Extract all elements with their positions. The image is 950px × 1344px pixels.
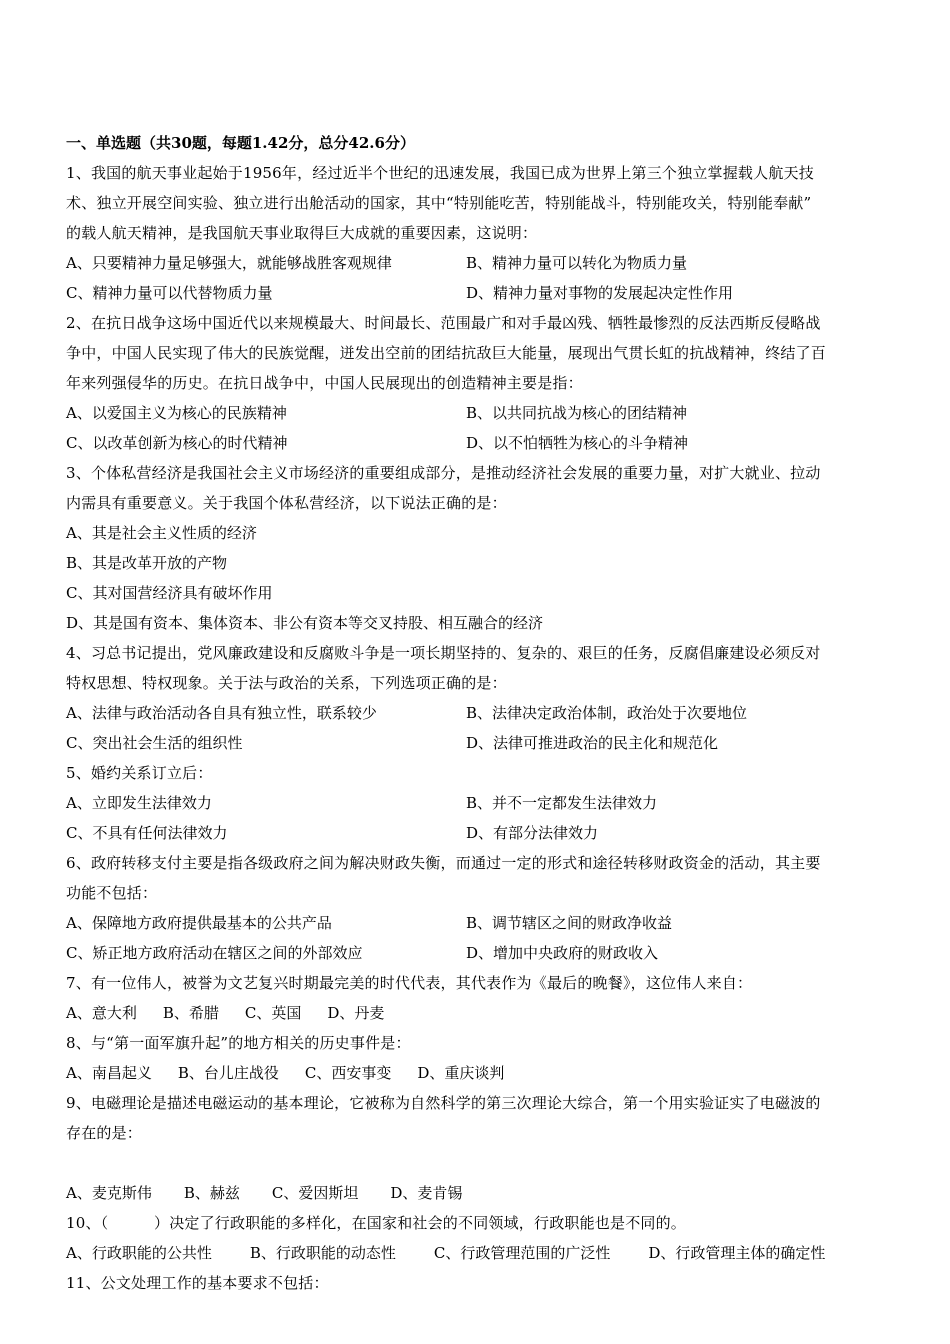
- option-d[interactable]: D、精神力量对事物的发展起决定性作用: [466, 284, 734, 302]
- question-text-line: 功能不包括：: [66, 884, 158, 902]
- question-7: [66, 968, 896, 1028]
- option-c[interactable]: C、西安事变: [304, 1064, 392, 1082]
- question-11: [66, 1268, 896, 1298]
- question-text-line: 年来列强侵华的历史。在抗日战争中，中国人民展现出的创造精神主要是指：: [66, 374, 583, 392]
- option-a[interactable]: A、麦克斯伟: [66, 1184, 152, 1202]
- option-b[interactable]: B、以共同抗战为核心的团结精神: [466, 404, 688, 422]
- option-b[interactable]: B、并不一定都发生法律效力: [466, 794, 658, 812]
- option-row: [66, 1058, 896, 1088]
- option-c[interactable]: C、爱因斯坦: [271, 1184, 359, 1202]
- option-b[interactable]: B、法律决定政治体制，政治处于次要地位: [466, 704, 748, 722]
- question-2: [66, 308, 896, 458]
- question-text-line: 2、在抗日战争这场中国近代以来规模最大、时间最长、范围最广和对手最凶残、牺牲最惨烈的反法西斯反侵略战: [66, 314, 821, 332]
- option-c[interactable]: C、突出社会生活的组织性: [66, 734, 243, 752]
- option-row: [66, 818, 896, 848]
- option-a[interactable]: A、以爱国主义为核心的民族精神: [66, 404, 287, 422]
- question-text-line: 3、个体私营经济是我国社会主义市场经济的重要组成部分，是推动经济社会发展的重要力量，对扩大就业、拉动: [66, 464, 821, 482]
- option-b[interactable]: B、赫兹: [183, 1184, 240, 1202]
- exam-page: [66, 128, 896, 1298]
- option-row: [66, 908, 896, 938]
- option-row: [66, 398, 896, 428]
- question-text-line: 10、（ ）决定了行政职能的多样化，在国家和社会的不同领域，行政职能也是不同的。: [66, 1214, 686, 1232]
- option-d[interactable]: D、麦肯锡: [390, 1184, 463, 1202]
- option-a[interactable]: A、法律与政治活动各自具有独立性，联系较少: [66, 704, 377, 722]
- option-b[interactable]: B、希腊: [162, 1004, 219, 1022]
- option-b[interactable]: B、精神力量可以转化为物质力量: [466, 254, 688, 272]
- question-text-line: 4、习总书记提出，党风廉政建设和反腐败斗争是一项长期坚持的、复杂的、艰巨的任务，反腐倡廉建设必须反对: [66, 644, 821, 662]
- question-text-line: 的载人航天精神，是我国航天事业取得巨大成就的重要因素，这说明：: [66, 224, 538, 242]
- option-c[interactable]: C、精神力量可以代替物质力量: [66, 284, 273, 302]
- question-6: [66, 848, 896, 968]
- question-5: [66, 758, 896, 848]
- option-d[interactable]: D、行政管理主体的确定性: [648, 1244, 826, 1262]
- option-row: [66, 248, 896, 278]
- option-b[interactable]: B、其是改革开放的产物: [66, 554, 228, 572]
- option-b[interactable]: B、台儿庄战役: [177, 1064, 279, 1082]
- question-text-line: 7、有一位伟人，被誉为文艺复兴时期最完美的时代代表，其代表作为《最后的晚餐》，这位伟人来自：: [66, 974, 753, 992]
- question-text-line: 9、电磁理论是描述电磁运动的基本理论，它被称为自然科学的第三次理论大综合，第一个用实验证实了电磁波的: [66, 1094, 821, 1112]
- question-text-line: 1、我国的航天事业起始于1956年，经过近半个世纪的迅速发展，我国已成为世界上第三个独立掌握载人航天技: [66, 164, 814, 182]
- option-a[interactable]: A、其是社会主义性质的经济: [66, 524, 257, 542]
- option-b[interactable]: B、调节辖区之间的财政净收益: [466, 914, 673, 932]
- option-row: [66, 998, 896, 1028]
- option-row: [66, 1178, 896, 1208]
- question-10: [66, 1208, 896, 1268]
- question-3: [66, 458, 896, 638]
- question-text-line: 8、与“第一面军旗升起”的地方相关的历史事件是：: [66, 1034, 411, 1052]
- option-row: [66, 698, 896, 728]
- question-text-line: 争中，中国人民实现了伟大的民族觉醒，迸发出空前的团结抗敌巨大能量，展现出气贯长虹的抗战精神，终结了百: [66, 344, 827, 362]
- question-4: [66, 638, 896, 758]
- option-a[interactable]: A、南昌起义: [66, 1064, 152, 1082]
- option-a[interactable]: A、意大利: [66, 1004, 137, 1022]
- option-a[interactable]: A、立即发生法律效力: [66, 794, 212, 812]
- option-d[interactable]: D、有部分法律效力: [466, 824, 599, 842]
- option-d[interactable]: D、以不怕牺牲为核心的斗争精神: [466, 434, 689, 452]
- question-text-line: 5、婚约关系订立后：: [66, 764, 213, 782]
- question-9: [66, 1088, 896, 1208]
- question-text-line: 特权思想、特权现象。关于法与政治的关系，下列选项正确的是：: [66, 674, 507, 692]
- question-text-line: 术、独立开展空间实验、独立进行出舱活动的国家，其中“特别能吃苦，特别能战斗，特别能攻关，特别能奉献”: [66, 194, 812, 212]
- option-a[interactable]: A、保障地方政府提供最基本的公共产品: [66, 914, 332, 932]
- question-8: [66, 1028, 896, 1088]
- option-c[interactable]: C、英国: [244, 1004, 302, 1022]
- option-d[interactable]: D、法律可推进政治的民主化和规范化: [466, 734, 719, 752]
- option-row: [66, 938, 896, 968]
- option-c[interactable]: C、以改革创新为核心的时代精神: [66, 434, 288, 452]
- question-1: [66, 158, 896, 308]
- option-d[interactable]: D、重庆谈判: [417, 1064, 505, 1082]
- option-row: [66, 278, 896, 308]
- option-b[interactable]: B、行政职能的动态性: [249, 1244, 396, 1262]
- option-a[interactable]: A、只要精神力量足够强大，就能够战胜客观规律: [66, 254, 392, 272]
- question-text-line: 内需具有重要意义。关于我国个体私营经济，以下说法正确的是：: [66, 494, 507, 512]
- question-text-line: 6、政府转移支付主要是指各级政府之间为解决财政失衡，而通过一定的形式和途径转移财政资金的活动，其主要: [66, 854, 821, 872]
- option-c[interactable]: C、行政管理范围的广泛性: [433, 1244, 611, 1262]
- option-d[interactable]: D、丹麦: [327, 1004, 385, 1022]
- option-c[interactable]: C、其对国营经济具有破坏作用: [66, 584, 273, 602]
- option-c[interactable]: C、矫正地方政府活动在辖区之间的外部效应: [66, 944, 363, 962]
- option-d[interactable]: D、其是国有资本、集体资本、非公有资本等交叉持股、相互融合的经济: [66, 614, 544, 632]
- option-row: [66, 728, 896, 758]
- blank-line: [66, 1148, 896, 1178]
- section-title: 一、单选题（共30题，每题1.42分，总分42.6分）: [66, 134, 415, 152]
- question-text-line: 存在的是：: [66, 1124, 143, 1142]
- question-text-line: 11、公文处理工作的基本要求不包括：: [66, 1274, 329, 1292]
- option-row: [66, 428, 896, 458]
- option-a[interactable]: A、行政职能的公共性: [66, 1244, 212, 1262]
- option-c[interactable]: C、不具有任何法律效力: [66, 824, 228, 842]
- option-d[interactable]: D、增加中央政府的财政收入: [466, 944, 659, 962]
- option-row: [66, 788, 896, 818]
- option-row: [66, 1238, 896, 1268]
